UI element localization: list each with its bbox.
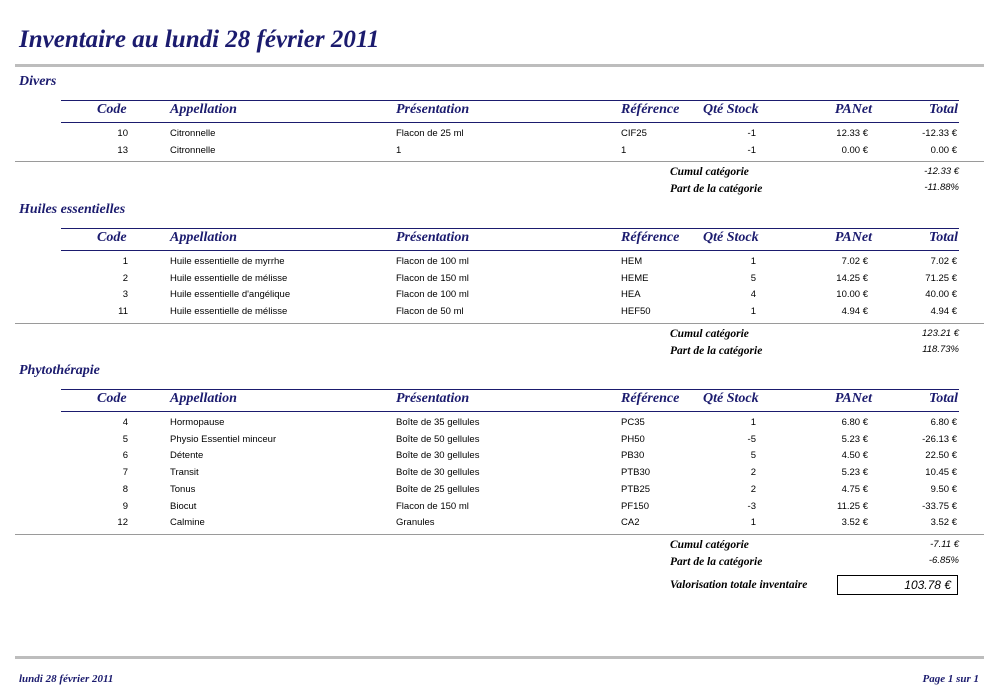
part-value: 118.73% <box>922 343 959 355</box>
title-rule <box>15 64 984 67</box>
cell-qte: 1 <box>750 256 756 267</box>
cell-panet: 0.00 € <box>841 144 868 156</box>
cell-reference: HEME <box>621 272 649 284</box>
cell-appellation: Tonus <box>170 483 196 495</box>
column-header-code: Code <box>97 391 127 406</box>
cell-qte: 1 <box>750 517 756 529</box>
column-header-code: Code <box>97 102 127 117</box>
header-top-rule <box>61 389 959 390</box>
cell-presentation: Boîte de 30 gellules <box>396 467 480 479</box>
cell-panet: 3.52 € <box>841 517 868 529</box>
column-header-panet: PANet <box>834 391 872 406</box>
part-value: -6.85% <box>928 554 959 566</box>
cell-qte: -3 <box>747 500 756 512</box>
cell-reference: PF150 <box>621 500 649 512</box>
footer-page: Page 1 sur 1 <box>922 673 979 685</box>
cell-reference: 1 <box>621 144 627 156</box>
cell-reference: HEM <box>621 256 643 267</box>
cell-total: 0.00 € <box>930 144 957 156</box>
cumul-label: Cumul catégorie <box>670 327 749 340</box>
cell-reference: PB30 <box>621 450 645 462</box>
category-name: Huiles essentielles <box>19 202 126 217</box>
cell-total: -33.75 € <box>922 500 957 512</box>
cumul-value: -12.33 € <box>924 166 959 178</box>
cell-presentation: Boîte de 30 gellules <box>396 450 480 462</box>
cell-appellation: Huile essentielle de myrrhe <box>170 256 285 267</box>
cell-code: 5 <box>122 433 128 445</box>
cell-panet: 4.75 € <box>841 483 868 495</box>
cell-presentation: Boîte de 25 gellules <box>396 483 480 495</box>
cumul-label: Cumul catégorie <box>670 166 749 179</box>
cell-presentation: Flacon de 150 ml <box>396 500 469 512</box>
cumul-value: -7.11 € <box>930 538 959 550</box>
cell-appellation: Détente <box>170 450 204 462</box>
column-header-presentation: Présentation <box>396 102 470 117</box>
footer-rule <box>15 656 984 659</box>
cell-code: 4 <box>122 417 128 428</box>
cell-total: 4.94 € <box>930 306 957 318</box>
cell-qte: 2 <box>750 483 756 495</box>
category-name: Divers <box>19 74 57 89</box>
column-header-appellation: Appellation <box>170 230 237 245</box>
cell-panet: 5.23 € <box>841 467 868 479</box>
cell-code: 9 <box>122 500 128 512</box>
cell-presentation: Flacon de 150 ml <box>396 272 469 284</box>
grand-total-label: Valorisation totale inventaire <box>670 579 808 591</box>
cell-appellation: Biocut <box>170 500 197 512</box>
cell-panet: 14.25 € <box>836 272 868 284</box>
cell-appellation: Citronnelle <box>170 128 216 139</box>
cell-total: 71.25 € <box>925 272 957 284</box>
cell-appellation: Hormopause <box>170 417 225 428</box>
column-header-reference: Référence <box>621 230 680 245</box>
cell-reference: PTB25 <box>621 483 651 495</box>
column-header-qte: Qté Stock <box>703 102 759 117</box>
cell-panet: 5.23 € <box>841 433 868 445</box>
cell-presentation: 1 <box>396 144 402 156</box>
cell-qte: 5 <box>750 272 756 284</box>
cell-qte: 2 <box>750 467 756 479</box>
column-header-qte: Qté Stock <box>703 391 759 406</box>
cell-presentation: Flacon de 100 ml <box>396 256 469 267</box>
cell-code: 2 <box>122 272 128 284</box>
cell-appellation: Calmine <box>170 517 205 529</box>
cell-total: 40.00 € <box>925 289 957 301</box>
column-header-total: Total <box>928 391 958 406</box>
cell-code: 12 <box>117 517 128 529</box>
header-bottom-rule <box>61 122 959 123</box>
cell-code: 3 <box>122 289 128 301</box>
cell-code: 1 <box>122 256 128 267</box>
cell-code: 11 <box>118 306 128 318</box>
cell-panet: 6.80 € <box>841 417 868 428</box>
cumul-label: Cumul catégorie <box>670 538 749 551</box>
column-header-code: Code <box>97 230 127 245</box>
category-rule <box>15 161 984 162</box>
cell-presentation: Flacon de 25 ml <box>396 128 464 139</box>
header-top-rule <box>61 100 959 101</box>
cell-appellation: Huile essentielle de mélisse <box>170 272 288 284</box>
cell-reference: HEA <box>621 289 641 301</box>
cell-panet: 11.25 € <box>837 500 868 512</box>
footer-date: lundi 28 février 2011 <box>19 673 114 685</box>
cell-total: 6.80 € <box>930 417 957 428</box>
column-header-presentation: Présentation <box>396 391 470 406</box>
column-header-panet: PANet <box>834 230 872 245</box>
cell-appellation: Citronnelle <box>170 144 216 156</box>
cell-qte: -5 <box>747 433 756 445</box>
cell-total: 7.02 € <box>930 256 957 267</box>
cell-reference: CA2 <box>621 517 640 529</box>
cell-presentation: Boîte de 50 gellules <box>396 433 480 445</box>
cell-panet: 12.33 € <box>836 128 868 139</box>
cell-panet: 10.00 € <box>836 289 868 301</box>
cell-code: 13 <box>117 144 128 156</box>
cell-total: 9.50 € <box>930 483 957 495</box>
cell-appellation: Huile essentielle de mélisse <box>170 306 288 318</box>
column-header-reference: Référence <box>621 102 680 117</box>
cell-total: 10.45 € <box>925 467 957 479</box>
cell-reference: HEF50 <box>621 306 651 318</box>
column-header-qte: Qté Stock <box>703 230 759 245</box>
cell-reference: PH50 <box>621 433 645 445</box>
cell-total: 3.52 € <box>930 517 957 529</box>
cell-presentation: Flacon de 100 ml <box>396 289 469 301</box>
cell-qte: 4 <box>750 289 756 301</box>
column-header-reference: Référence <box>621 391 680 406</box>
cell-reference: PC35 <box>621 417 645 428</box>
cell-panet: 4.94 € <box>841 306 868 318</box>
column-header-appellation: Appellation <box>170 102 237 117</box>
cell-qte: 1 <box>750 417 756 428</box>
cell-appellation: Physio Essentiel minceur <box>170 433 277 445</box>
part-value: -11.88% <box>924 182 959 194</box>
cell-total: -12.33 € <box>922 128 957 139</box>
cell-total: -26.13 € <box>922 433 957 445</box>
cell-code: 7 <box>122 467 128 479</box>
cell-appellation: Transit <box>170 467 199 479</box>
cell-qte: 1 <box>750 306 756 318</box>
report-title: Inventaire au lundi 28 février 2011 <box>19 26 380 53</box>
cell-code: 8 <box>122 483 128 495</box>
cell-qte: -1 <box>747 128 756 139</box>
grand-total-box <box>837 575 958 595</box>
cell-total: 22.50 € <box>925 450 957 462</box>
header-bottom-rule <box>61 411 959 412</box>
category-rule <box>15 323 984 324</box>
cell-reference: PTB30 <box>621 467 651 479</box>
header-top-rule <box>61 228 959 229</box>
cell-panet: 4.50 € <box>841 450 868 462</box>
cell-presentation: Granules <box>396 517 435 529</box>
part-label: Part de la catégorie <box>670 183 763 196</box>
category-rule <box>15 534 984 535</box>
cell-presentation: Flacon de 50 ml <box>396 306 464 318</box>
part-label: Part de la catégorie <box>670 555 763 568</box>
cell-panet: 7.02 € <box>841 256 868 267</box>
cumul-value: 123.21 € <box>922 327 959 339</box>
column-header-total: Total <box>928 102 958 117</box>
cell-reference: CIF25 <box>621 128 647 139</box>
column-header-panet: PANet <box>834 102 872 117</box>
part-label: Part de la catégorie <box>670 344 763 357</box>
header-bottom-rule <box>61 250 959 251</box>
column-header-total: Total <box>928 230 958 245</box>
cell-qte: -1 <box>747 144 756 156</box>
category-name: Phytothérapie <box>19 363 100 378</box>
cell-code: 10 <box>117 128 128 139</box>
cell-code: 6 <box>122 450 128 462</box>
column-header-appellation: Appellation <box>170 391 237 406</box>
column-header-presentation: Présentation <box>396 230 470 245</box>
grand-total-value: 103.78 € <box>904 578 951 592</box>
cell-presentation: Boîte de 35 gellules <box>396 417 480 428</box>
cell-appellation: Huile essentielle d'angélique <box>170 289 291 301</box>
cell-qte: 5 <box>750 450 756 462</box>
